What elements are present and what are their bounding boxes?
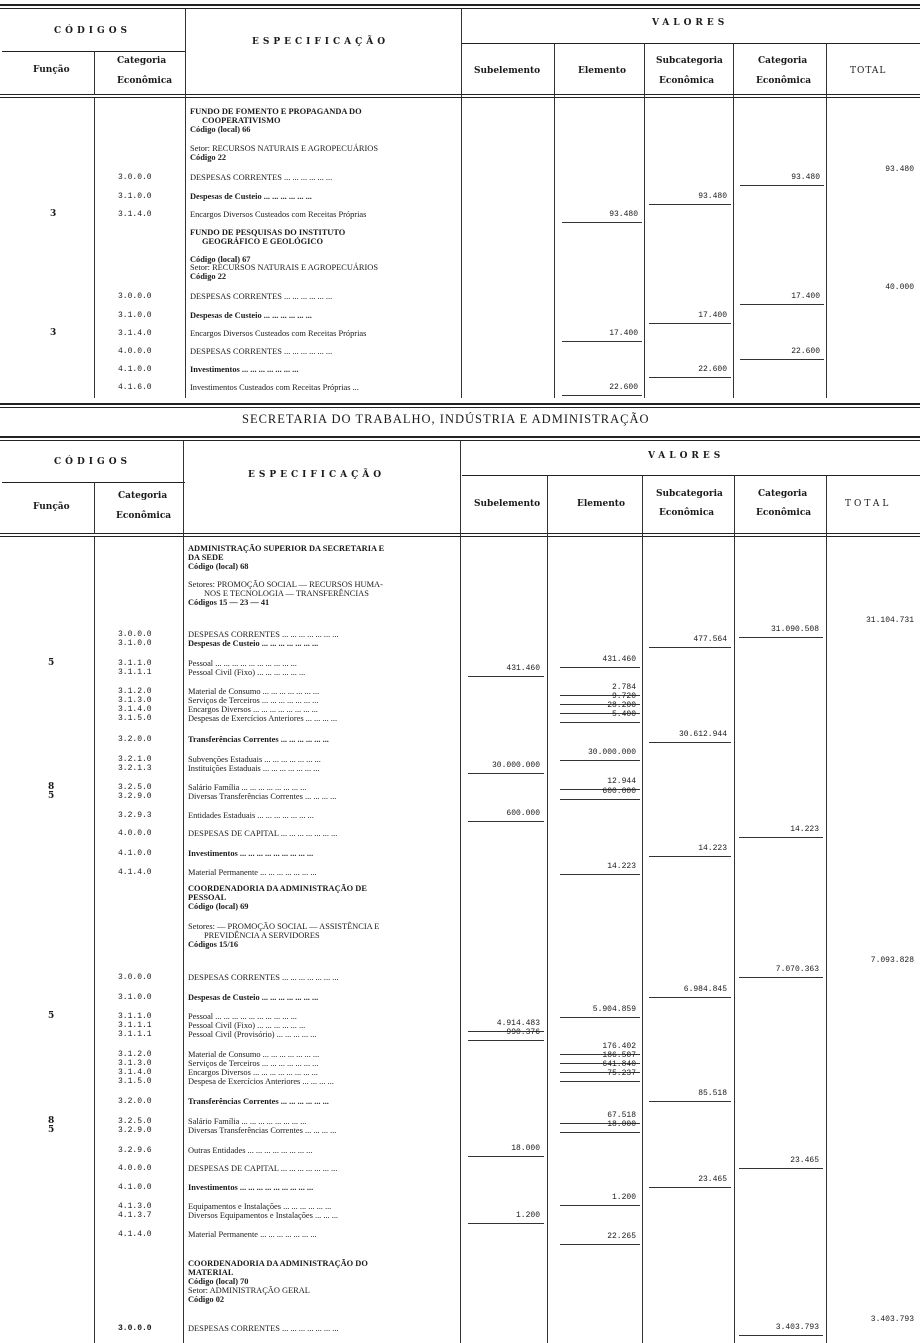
- categoria-economica-value: 14.223: [790, 825, 819, 834]
- value-underline: [649, 1187, 731, 1188]
- categoria-code: 3.1.0.0: [118, 993, 152, 1002]
- value-underline: [560, 1244, 640, 1245]
- value-underline: [649, 323, 731, 324]
- total-value: 93.480: [885, 165, 914, 174]
- categoria-code: 3.1.2.0: [118, 687, 152, 696]
- elemento-value: 5.400: [611, 710, 636, 719]
- especificacao-text: Outras Entidades ... ... ... ... ... ... ... ...: [188, 1146, 313, 1155]
- value-underline: [560, 1132, 640, 1133]
- subcategoria-value: 23.465: [698, 1175, 727, 1184]
- subcategoria-header-b2: Econômica: [659, 508, 715, 518]
- especificacao-text: Código (local) 70: [188, 1277, 249, 1286]
- especificacao-text: FUNDO DE PESQUISAS DO INSTITUTO: [190, 228, 346, 237]
- especificacao-text: Diversos Equipamentos e Instalações ... ... ...: [188, 1211, 339, 1220]
- subcategoria-value: 6.984.845: [683, 985, 727, 994]
- elemento-value: 641.840: [602, 1060, 636, 1069]
- especificacao-text: DESPESAS DE CAPITAL ... ... ... ... ... ... ...: [188, 1164, 338, 1173]
- subelemento-value: 1.200: [515, 1211, 540, 1220]
- subcategoria-value: 30.612.944: [678, 730, 727, 739]
- cat-economica-header-2: Econômica: [756, 76, 812, 86]
- vline: [826, 43, 827, 398]
- categoria-code: 3.0.0.0: [118, 292, 152, 301]
- funcao-code: 8: [48, 1116, 55, 1126]
- header-bottom-rule-2: [0, 97, 920, 98]
- categoria-code: 3.1.5.0: [118, 714, 152, 723]
- codigos-header-2: CÓDIGOS: [54, 457, 132, 467]
- vline: [734, 475, 735, 1343]
- value-underline: [562, 341, 642, 342]
- especificacao-text: Salário Família ... ... ... ... ... ... ... ...: [188, 1117, 307, 1126]
- header-bottom-rule: [0, 94, 920, 95]
- valores-rule: [462, 43, 920, 44]
- especificacao-text: Código 02: [188, 1295, 225, 1304]
- categoria-code: 3.0.0.0: [118, 173, 152, 182]
- categoria-code: 3.1.1.1: [118, 668, 152, 677]
- total-value: 3.403.793: [870, 1315, 914, 1324]
- value-underline: [739, 977, 823, 978]
- value-underline: [468, 676, 544, 677]
- especificacao-text: DESPESAS CORRENTES ... ... ... ... ... ... ...: [188, 630, 339, 639]
- categoria-code: 3.1.0.0: [118, 192, 152, 201]
- value-underline: [560, 799, 640, 800]
- categoria-code: 4.1.3.0: [118, 1202, 152, 1211]
- elemento-value: 17.400: [609, 329, 638, 338]
- especificacao-text: Pessoal ... ... ... ... ... ... ... ... ... ...: [188, 1012, 297, 1021]
- categoria-code: 3.2.0.0: [118, 1097, 152, 1106]
- subcategoria-header-b: Subcategoria: [656, 489, 723, 499]
- especificacao-text: DESPESAS CORRENTES ... ... ... ... ... ... ...: [188, 973, 339, 982]
- total-header: TOTAL: [850, 66, 887, 76]
- elemento-header: Elemento: [578, 66, 626, 76]
- especificacao-header: ESPECIFICAÇÃO: [252, 37, 390, 47]
- vline: [644, 43, 645, 398]
- categoria-code: 3.1.1.0: [118, 1012, 152, 1021]
- especificacao-text: DESPESAS CORRENTES ... ... ... ... ... ...: [190, 173, 333, 182]
- categoria-economica-value: 93.480: [791, 173, 820, 182]
- elemento-header-2: Elemento: [577, 499, 625, 509]
- categoria-code: 3.2.9.3: [118, 811, 152, 820]
- total-value: 31.104.731: [865, 616, 914, 625]
- especificacao-text: Despesas de Custeio ... ... ... ... ... ... ...: [188, 993, 319, 1002]
- especificacao-text: DESPESAS CORRENTES ... ... ... ... ... ...: [190, 292, 333, 301]
- elemento-value: 431.460: [602, 655, 636, 664]
- categoria-code: 4.1.0.0: [118, 1183, 152, 1192]
- elemento-value: 22.600: [609, 383, 638, 392]
- vline: [554, 43, 555, 398]
- especificacao-text: Código (local) 67: [190, 255, 251, 264]
- categoria-code: 3.2.5.0: [118, 783, 152, 792]
- categoria-code: 4.0.0.0: [118, 1164, 152, 1173]
- especificacao-text: FUNDO DE FOMENTO E PROPAGANDA DO: [190, 107, 362, 116]
- elemento-value: 5.904.859: [592, 1005, 636, 1014]
- value-underline: [649, 647, 731, 648]
- especificacao-text: Setores: PROMOÇÃO SOCIAL — RECURSOS HUMA-: [188, 580, 383, 589]
- categoria-code: 4.1.0.0: [118, 849, 152, 858]
- especificacao-text: DESPESAS DE CAPITAL ... ... ... ... ... ... ...: [188, 829, 338, 838]
- categoria-code: 3.2.1.3: [118, 764, 152, 773]
- especificacao-text: Material de Consumo ... ... ... ... ... ... ...: [188, 687, 320, 696]
- categoria-economica-value: 31.090.508: [770, 625, 819, 634]
- table2-top-rule: [0, 436, 920, 438]
- especificacao-text: Despesas de Custeio ... ... ... ... ... ...: [190, 192, 312, 201]
- elemento-value: 75.237: [607, 1069, 636, 1078]
- especificacao-text: COORDENADORIA DA ADMINISTRAÇÃO DO: [188, 1259, 368, 1268]
- subelemento-value: 990.376: [506, 1028, 540, 1037]
- categoria-code: 3.1.4.0: [118, 1068, 152, 1077]
- value-underline: [560, 1081, 640, 1082]
- vline: [460, 441, 461, 1343]
- vline: [183, 441, 184, 1343]
- especificacao-text: Material de Consumo ... ... ... ... ... ... ...: [188, 1050, 320, 1059]
- especificacao-text: Entidades Estaduais ... ... ... ... ... ... ...: [188, 811, 314, 820]
- value-underline: [739, 1168, 823, 1169]
- funcao-code: 5: [48, 1011, 55, 1021]
- table1-bottom-rule-2: [0, 407, 920, 408]
- especificacao-text: Despesas de Exercícios Anteriores ... ... ... ...: [188, 714, 338, 723]
- categoria-code: 3.1.3.0: [118, 696, 152, 705]
- vline: [94, 98, 95, 398]
- section-title: SECRETARIA DO TRABALHO, INDÚSTRIA E ADMINISTRAÇÃO: [242, 412, 650, 426]
- especificacao-text: Código (local) 66: [190, 125, 251, 134]
- especificacao-text: NOS E TECNOLOGIA — TRANSFERÊNCIAS: [204, 589, 369, 598]
- categoria-header: Categoria: [117, 56, 167, 66]
- subelemento-header: Subelemento: [474, 66, 541, 76]
- rule-top: [0, 4, 920, 6]
- subelemento-value: 4.914.483: [496, 1019, 540, 1028]
- value-underline: [468, 1040, 544, 1041]
- subelemento-value: 30.000.000: [491, 761, 540, 770]
- value-underline: [739, 637, 823, 638]
- categoria-code: 3.0.0.0: [118, 973, 152, 982]
- categoria-economica-value: 3.403.793: [775, 1323, 819, 1332]
- funcao-header-2: Função: [33, 502, 70, 512]
- especificacao-text: Encargos Diversos ... ... ... ... ... ... ... ...: [188, 1068, 318, 1077]
- categoria-header-b2: Econômica: [116, 511, 172, 521]
- categoria-code: 3.2.9.6: [118, 1146, 152, 1155]
- categoria-code: 3.2.1.0: [118, 755, 152, 764]
- categoria-code: 4.0.0.0: [118, 829, 152, 838]
- especificacao-text: Investimentos Custeados com Receitas Próprias ...: [190, 383, 359, 392]
- especificacao-text: Transferências Correntes ... ... ... ... ... ...: [188, 1097, 329, 1106]
- especificacao-text: ADMINISTRAÇÃO SUPERIOR DA SECRETARIA E: [188, 544, 385, 553]
- especificacao-text: Código 22: [190, 153, 227, 162]
- categoria-code: 4.1.4.0: [118, 868, 152, 877]
- especificacao-text: COORDENADORIA DA ADMINISTRAÇÃO DE: [188, 884, 367, 893]
- elemento-value: 1.200: [611, 1193, 636, 1202]
- vline: [94, 537, 95, 1343]
- vline: [461, 9, 462, 398]
- cat-economica-header: Categoria: [758, 56, 808, 66]
- funcao-code: 5: [48, 658, 55, 668]
- value-underline: [649, 204, 731, 205]
- especificacao-text: MATERIAL: [188, 1268, 234, 1277]
- elemento-value: 28.200: [607, 701, 636, 710]
- especificacao-text: Serviços de Terceiros ... ... ... ... ... ... ...: [188, 696, 319, 705]
- value-underline: [468, 773, 544, 774]
- elemento-value: 93.480: [609, 210, 638, 219]
- especificacao-text: Diversas Transferências Correntes ... ... ... ...: [188, 792, 337, 801]
- subelemento-value: 600.000: [506, 809, 540, 818]
- subcategoria-header-2: Econômica: [659, 76, 715, 86]
- valores-header-2: VALORES: [648, 451, 725, 461]
- elemento-value: 14.223: [607, 862, 636, 871]
- total-header-2: TOTAL: [845, 499, 892, 509]
- vline: [733, 43, 734, 398]
- categoria-code: 4.0.0.0: [118, 347, 152, 356]
- funcao-code: 3: [50, 328, 57, 338]
- vline: [94, 482, 95, 534]
- subelemento-value: 431.460: [506, 664, 540, 673]
- especificacao-text: Investimentos ... ... ... ... ... ... ...: [190, 365, 299, 374]
- especificacao-text: Código 22: [190, 272, 227, 281]
- especificacao-text: COOPERATIVISMO: [202, 116, 281, 125]
- especificacao-text: PESSOAL: [188, 893, 227, 902]
- especificacao-text: Instituições Estaduais ... ... ... ... ... ... ...: [188, 764, 320, 773]
- value-underline: [468, 1156, 544, 1157]
- especificacao-text: DESPESAS CORRENTES ... ... ... ... ... ... ...: [188, 1324, 339, 1333]
- value-underline: [739, 837, 823, 838]
- value-underline: [560, 1205, 640, 1206]
- value-underline: [468, 821, 544, 822]
- subelemento-header-2: Subelemento: [474, 499, 541, 509]
- vline: [547, 475, 548, 1343]
- subcategoria-value: 22.600: [698, 365, 727, 374]
- funcao-code: 5: [48, 791, 55, 801]
- categoria-code: 3.2.5.0: [118, 1117, 152, 1126]
- especificacao-text: Despesas de Custeio ... ... ... ... ... ... ...: [188, 639, 319, 648]
- subcategoria-value: 477.564: [693, 635, 727, 644]
- value-underline: [560, 760, 640, 761]
- especificacao-text: Salário Família ... ... ... ... ... ... ... ...: [188, 783, 307, 792]
- rule-top-thin: [0, 8, 920, 9]
- especificacao-text: Transferências Correntes ... ... ... ... ... ...: [188, 735, 329, 744]
- especificacao-text: Código (local) 69: [188, 902, 249, 911]
- vline: [94, 51, 95, 95]
- elemento-value: 176.402: [602, 1042, 636, 1051]
- value-underline: [468, 1223, 544, 1224]
- especificacao-header-2: ESPECIFICAÇÃO: [248, 470, 386, 480]
- categoria-code: 3.1.1.1: [118, 1021, 152, 1030]
- elemento-value: 186.507: [602, 1051, 636, 1060]
- especificacao-text: Diversas Transferências Correntes ... ... ... ...: [188, 1126, 337, 1135]
- subcategoria-value: 93.480: [698, 192, 727, 201]
- categoria-header-b: Categoria: [118, 491, 168, 501]
- especificacao-text: Códigos 15/16: [188, 940, 239, 949]
- categoria-code: 3.1.2.0: [118, 1050, 152, 1059]
- especificacao-text: Encargos Diversos ... ... ... ... ... ... ... ...: [188, 705, 318, 714]
- especificacao-text: Setor: RECURSOS NATURAIS E AGROPECUÁRIOS: [190, 144, 378, 153]
- value-underline: [560, 874, 640, 875]
- especificacao-text: Investimentos ... ... ... ... ... ... ... ... ...: [188, 849, 314, 858]
- value-underline: [560, 1017, 640, 1018]
- especificacao-text: Setores: — PROMOÇÃO SOCIAL — ASSISTÊNCIA E: [188, 922, 380, 931]
- categoria-code: 3.1.4.0: [118, 705, 152, 714]
- categoria-code: 4.1.4.0: [118, 1230, 152, 1239]
- vline: [826, 475, 827, 1343]
- especificacao-text: Códigos 15 — 23 — 41: [188, 598, 270, 607]
- especificacao-text: Despesa de Exercícios Anteriores ... ... ... ...: [188, 1077, 334, 1086]
- especificacao-text: DA SEDE: [188, 553, 224, 562]
- funcao-header: Função: [33, 65, 70, 75]
- subcategoria-value: 14.223: [698, 844, 727, 853]
- categoria-code: 3.1.1.0: [118, 659, 152, 668]
- value-underline: [649, 742, 731, 743]
- especificacao-text: GEOGRÁFICO E GEOLÓGICO: [202, 237, 323, 246]
- elemento-value: 22.265: [607, 1232, 636, 1241]
- especificacao-text: Material Permanente ... ... ... ... ... ... ...: [188, 1230, 317, 1239]
- categoria-code: 4.1.0.0: [118, 365, 152, 374]
- elemento-value: 12.944: [607, 777, 636, 786]
- value-underline: [649, 377, 731, 378]
- categoria-code: 3.2.0.0: [118, 735, 152, 744]
- categoria-code: 3.1.1.1: [118, 1030, 152, 1039]
- table1-bottom-rule: [0, 403, 920, 405]
- categoria-code: 3.1.0.0: [118, 639, 152, 648]
- subcategoria-header: Subcategoria: [656, 56, 723, 66]
- especificacao-text: Setor: RECURSOS NATURAIS E AGROPECUÁRIOS: [190, 263, 378, 272]
- total-value: 40.000: [885, 283, 914, 292]
- categoria-code: 3.1.3.0: [118, 1059, 152, 1068]
- categoria-code: 3.1.0.0: [118, 311, 152, 320]
- valores-rule-2: [462, 475, 920, 476]
- especificacao-text: Encargos Diversos Custeados com Receitas Próprias: [190, 210, 367, 219]
- value-underline: [649, 997, 731, 998]
- value-underline: [740, 304, 824, 305]
- value-underline: [740, 185, 824, 186]
- funcao-code: 5: [48, 1125, 55, 1135]
- value-underline: [649, 1101, 731, 1102]
- categoria-economica-value: 23.465: [790, 1156, 819, 1165]
- especificacao-text: Equipamentos e Instalações ... ... ... ... ... ...: [188, 1202, 332, 1211]
- especificacao-text: Subvenções Estaduais ... ... ... ... ... ... ...: [188, 755, 321, 764]
- categoria-code: 4.1.6.0: [118, 383, 152, 392]
- especificacao-text: DESPESAS CORRENTES ... ... ... ... ... ...: [190, 347, 333, 356]
- value-underline: [560, 667, 640, 668]
- value-underline: [562, 222, 642, 223]
- categoria-code: 3.2.9.0: [118, 792, 152, 801]
- especificacao-text: Setor: ADMINISTRAÇÃO GERAL: [188, 1286, 310, 1295]
- subelemento-value: 18.000: [511, 1144, 540, 1153]
- categoria-code: 3.2.9.0: [118, 1126, 152, 1135]
- vline: [185, 9, 186, 398]
- categoria-code: 3.1.4.0: [118, 210, 152, 219]
- elemento-value: 9.720: [611, 692, 636, 701]
- categoria-header-2: Econômica: [117, 76, 173, 86]
- especificacao-text: Pessoal Civil (Fixo) ... ... ... ... ... ...: [188, 1021, 306, 1030]
- value-underline: [649, 856, 731, 857]
- value-underline: [739, 1335, 823, 1336]
- especificacao-text: Investimentos ... ... ... ... ... ... ... ... ...: [188, 1183, 314, 1192]
- categoria-economica-value: 17.400: [791, 292, 820, 301]
- value-underline: [740, 359, 824, 360]
- especificacao-text: Código (local) 68: [188, 562, 249, 571]
- especificacao-text: Pessoal Civil (Fixo) ... ... ... ... ... ...: [188, 668, 306, 677]
- elemento-value: 600.000: [602, 787, 636, 796]
- especificacao-text: Serviços de Terceiros ... ... ... ... ... ... ...: [188, 1059, 319, 1068]
- elemento-value: 67.518: [607, 1111, 636, 1120]
- especificacao-text: Pessoal Civil (Provisório) ... ... ... ... ...: [188, 1030, 317, 1039]
- categoria-economica-value: 22.600: [791, 347, 820, 356]
- especificacao-text: Despesas de Custeio ... ... ... ... ... ...: [190, 311, 312, 320]
- especificacao-text: Pessoal ... ... ... ... ... ... ... ... ... ...: [188, 659, 297, 668]
- categoria-code: 3.0.0.0: [118, 630, 152, 639]
- valores-header: VALORES: [652, 18, 729, 28]
- elemento-value: 18.000: [607, 1120, 636, 1129]
- value-underline: [560, 722, 640, 723]
- especificacao-text: PREVIDÊNCIA A SERVIDORES: [204, 931, 320, 940]
- subcategoria-value: 17.400: [698, 311, 727, 320]
- especificacao-text: Encargos Diversos Custeados com Receitas Próprias: [190, 329, 367, 338]
- categoria-code: 3.1.5.0: [118, 1077, 152, 1086]
- elemento-value: 30.000.000: [587, 748, 636, 757]
- categoria-code: 4.1.3.7: [118, 1211, 152, 1220]
- funcao-code: 8: [48, 782, 55, 792]
- vline: [642, 475, 643, 1343]
- categoria-code: 3.1.4.0: [118, 329, 152, 338]
- categoria-code: 3.0.0.0: [118, 1324, 152, 1333]
- total-value: 7.093.828: [870, 956, 914, 965]
- value-underline: [562, 395, 642, 396]
- cat-economica-header-b: Categoria: [758, 489, 808, 499]
- cat-economica-header-b2: Econômica: [756, 508, 812, 518]
- elemento-value: 2.784: [611, 683, 636, 692]
- especificacao-text: Material Permanente ... ... ... ... ... ... ...: [188, 868, 317, 877]
- codigos-header: CÓDIGOS: [54, 26, 132, 36]
- subcategoria-value: 85.518: [698, 1089, 727, 1098]
- categoria-economica-value: 7.070.363: [775, 965, 819, 974]
- funcao-code: 3: [50, 209, 57, 219]
